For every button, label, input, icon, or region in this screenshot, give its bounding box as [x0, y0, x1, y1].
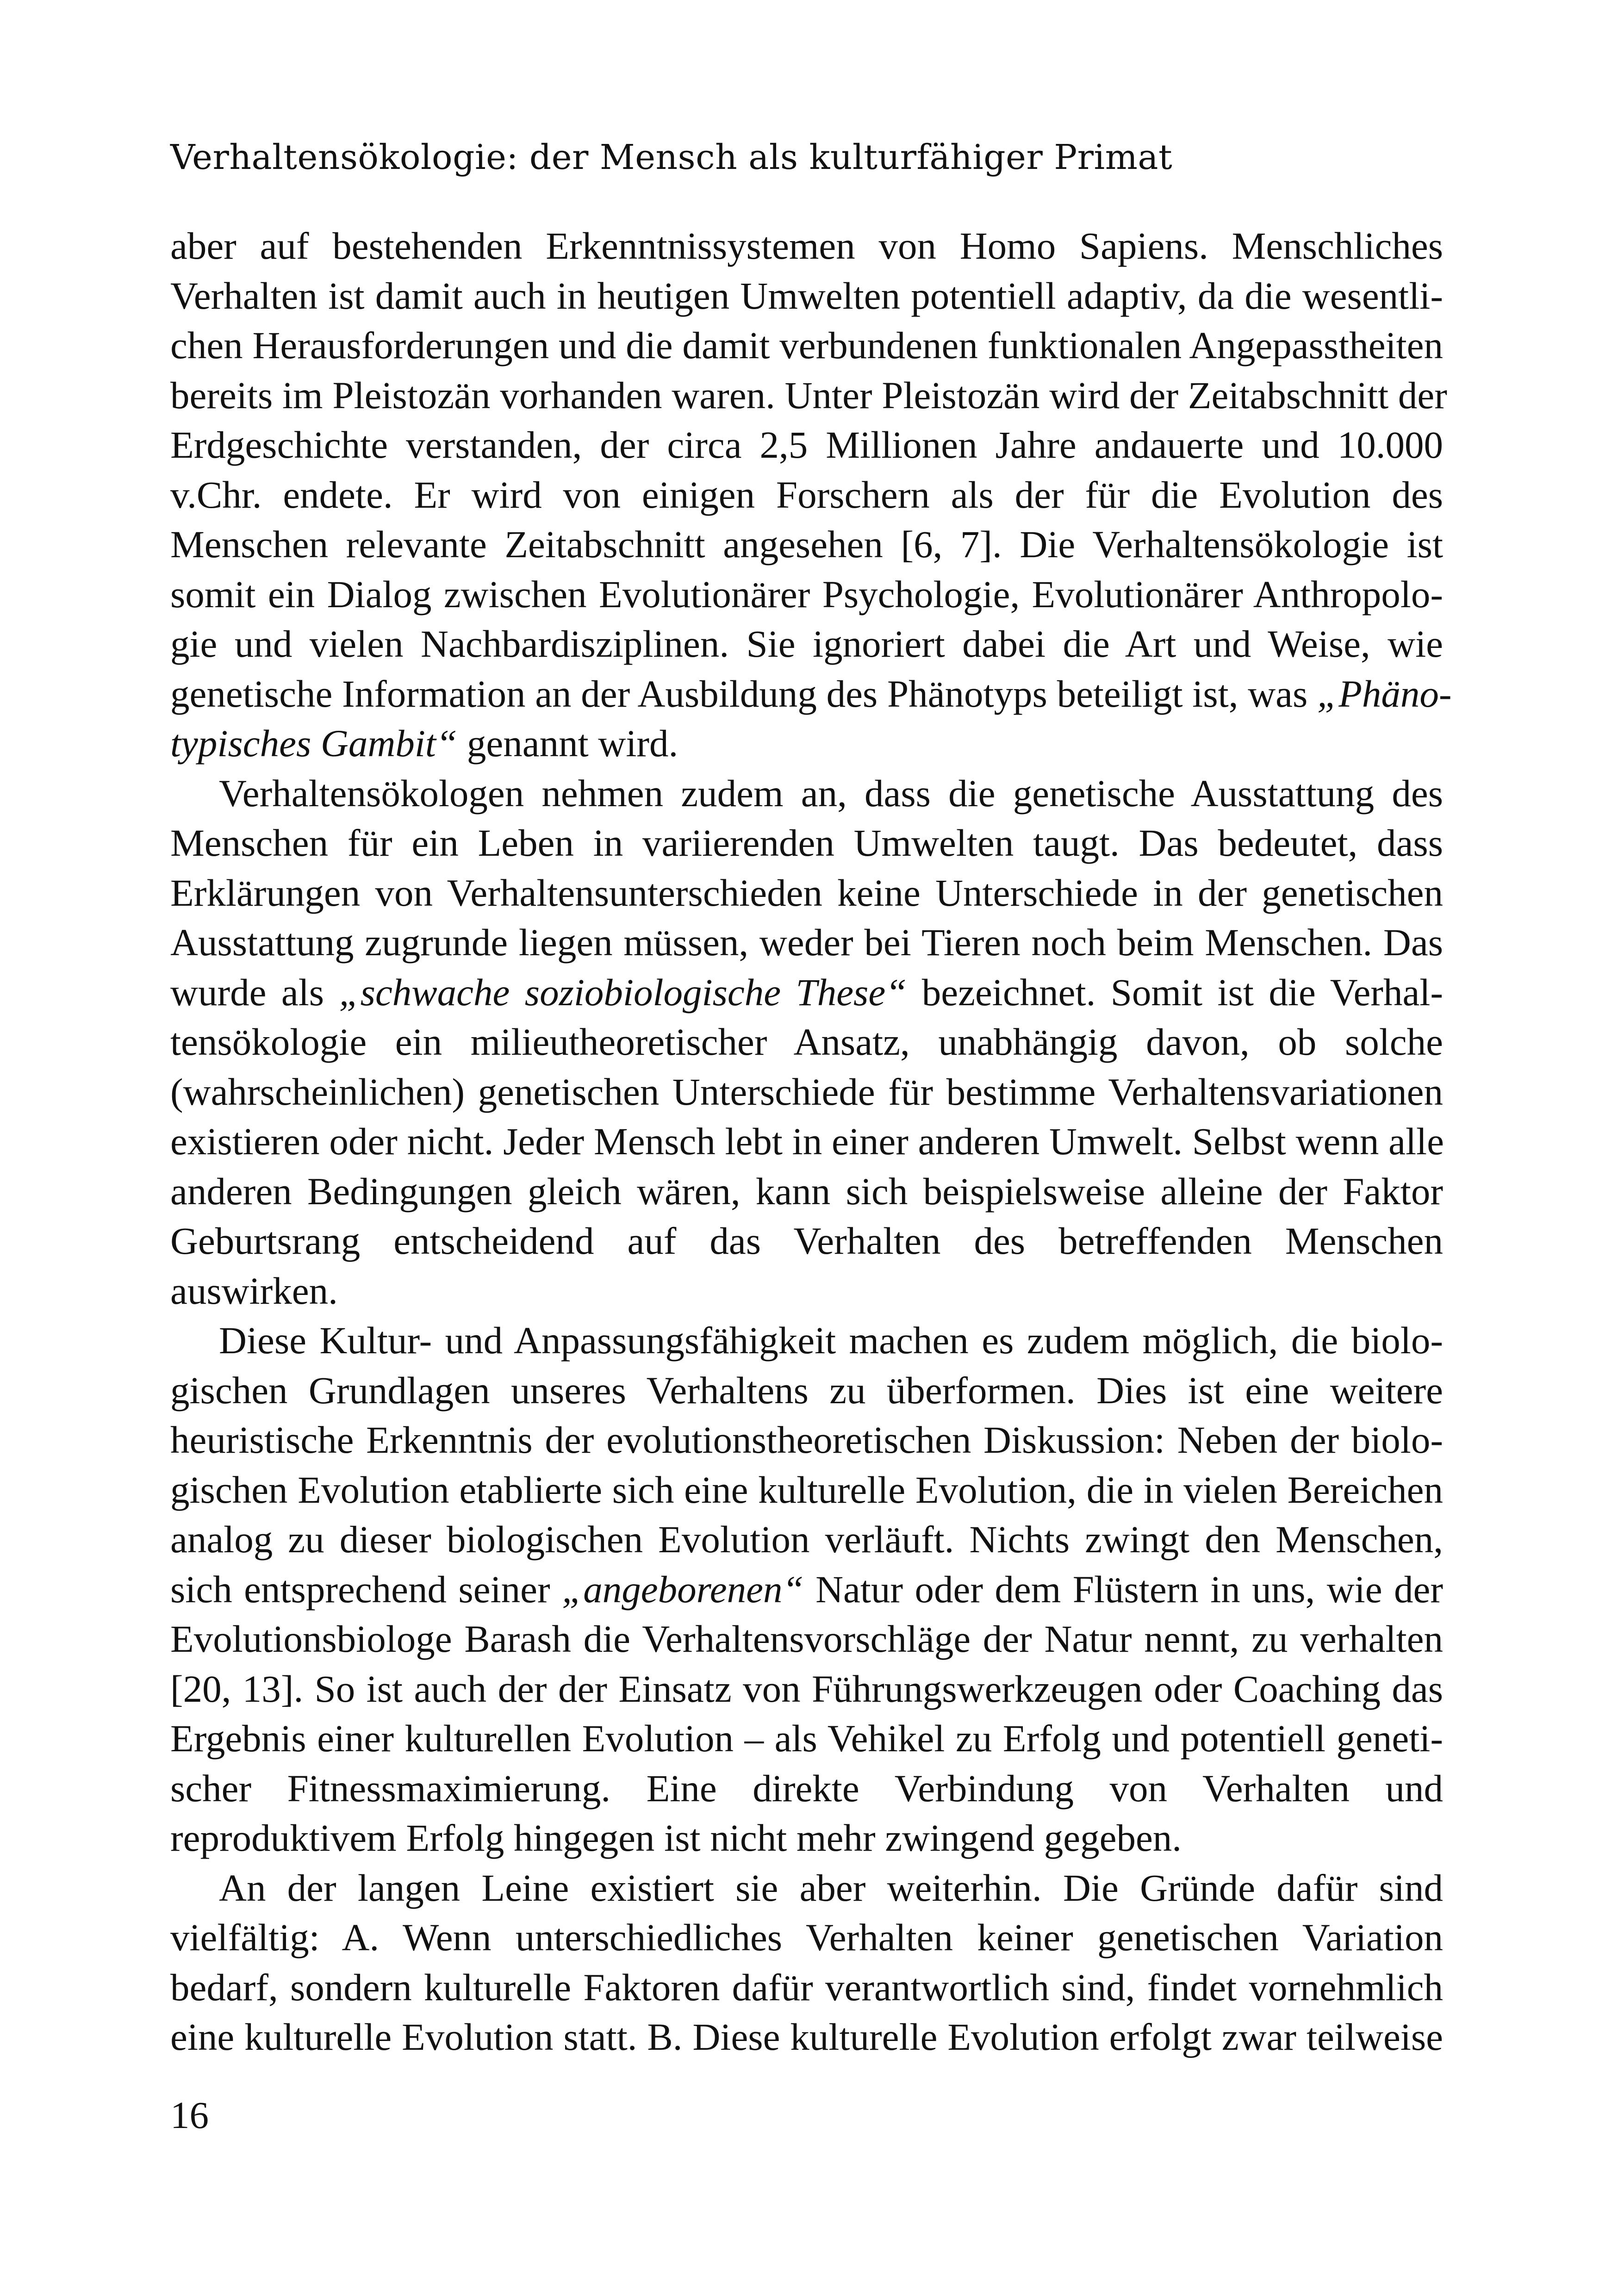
text-line: gischen Grundlagen unseres Verhaltens zu überformen. Dies ist eine weitere	[170, 1369, 1443, 1412]
paragraph-3	[170, 1316, 1443, 1863]
text-line: Erklärungen von Verhaltensunterschieden keine Unterschiede in der genetischen	[170, 871, 1443, 914]
text-line: anderen Bedingungen gleich wären, kann sich beispielsweise alleine der Faktor	[170, 1170, 1443, 1213]
text-line: v.Chr. endete. Er wird von einigen Forschern als der für die Evolution des	[170, 473, 1443, 516]
text-line: An der langen Leine existiert sie aber weiterhin. Die Gründe dafür sind	[219, 1866, 1443, 1909]
text-run: wurde als	[170, 971, 339, 1014]
text-line: Evolutionsbiologe Barash die Verhaltensvorschläge der Natur nennt, zu verhalten	[170, 1618, 1443, 1660]
text-line: existieren oder nicht. Jeder Mensch lebt in einer anderen Umwelt. Selbst wenn alle	[170, 1120, 1444, 1163]
text-line: [20, 13]. So ist auch der der Einsatz von Führungswerkzeugen oder Coaching das	[170, 1667, 1443, 1710]
text-line	[170, 719, 1443, 769]
text-line: Verhaltensökologen nehmen zudem an, dass die genetische Ausstattung des	[219, 772, 1443, 815]
italic-term: „Phäno-	[1317, 672, 1452, 715]
paragraph-1	[170, 221, 1452, 769]
body-text	[170, 221, 1452, 2062]
text-run: genetische Information an der Ausbildung des Phänotyps beteiligt ist, was	[170, 672, 1318, 715]
text-line: Ausstattung zugrunde liegen müssen, weder bei Tieren noch beim Menschen. Das	[170, 921, 1443, 964]
text-line: Verhalten ist damit auch in heutigen Umwelten potentiell adaptiv, da die wesentli-	[170, 274, 1443, 317]
text-line: Menschen relevante Zeitabschnitt angesehen [6, 7]. Die Verhaltensökologie ist	[170, 523, 1443, 566]
text-line: bedarf, sondern kulturelle Faktoren dafür verantwortlich sind, findet vornehmlich	[170, 1966, 1443, 2009]
text-run: genannt wird.	[457, 722, 678, 765]
paragraph-2	[170, 769, 1443, 1316]
text-line: heuristische Erkenntnis der evolutionstheoretischen Diskussion: Neben der biolo-	[170, 1419, 1443, 1461]
text-run: sich entsprechend seiner	[170, 1568, 562, 1611]
running-header: Verhaltensökologie: der Mensch als kulturfähiger Primat	[170, 137, 1173, 177]
text-line: vielfältig: A. Wenn unterschiedliches Verhalten keiner genetischen Variation	[170, 1916, 1443, 1959]
text-line: auswirken.	[170, 1269, 338, 1312]
page-number: 16	[170, 2094, 209, 2136]
text-line: chen Herausforderungen und die damit verbundenen funktionalen Angepasstheiten	[170, 324, 1443, 367]
text-line: (wahrscheinlichen) genetischen Unterschiede für bestimme Verhaltensvariationen	[170, 1070, 1443, 1113]
text-run: bezeichnet. Somit ist die Verhal-	[907, 971, 1443, 1014]
text-line: tensökologie ein milieutheoretischer Ansatz, unabhängig davon, ob solche	[170, 1020, 1443, 1063]
text-line: Erdgeschichte verstanden, der circa 2,5 Millionen Jahre andauerte und 10.000	[170, 423, 1443, 466]
text-line: Menschen für ein Leben in variierenden Umwelten taugt. Das bedeutet, dass	[170, 821, 1443, 864]
text-line: Ergebnis einer kulturellen Evolution – als Vehikel zu Erfolg und potentiell geneti-	[170, 1717, 1443, 1760]
text-line: Geburtsrang entscheidend auf das Verhalten des betreffenden Menschen	[170, 1220, 1443, 1262]
text-line: somit ein Dialog zwischen Evolutionärer Psychologie, Evolutionärer Anthropolo-	[170, 572, 1443, 616]
text-run: Natur oder dem Flüstern in uns, wie der	[803, 1568, 1443, 1611]
text-line: aber auf bestehenden Erkenntnissystemen von Homo Sapiens. Menschliches	[170, 224, 1443, 267]
text-line: Diese Kultur- und Anpassungsfähigkeit machen es zudem möglich, die biolo-	[219, 1319, 1443, 1362]
italic-term: typisches Gambit“	[170, 722, 458, 765]
paragraph-4	[170, 1863, 1443, 2062]
text-line: analog zu dieser biologischen Evolution verläuft. Nichts zwingt den Menschen,	[170, 1518, 1443, 1561]
text-line	[170, 1565, 1443, 1615]
text-line	[170, 968, 1443, 1018]
italic-term: „schwache soziobiologische These“	[339, 971, 907, 1014]
text-line: eine kulturelle Evolution statt. B. Diese kulturelle Evolution erfolgt zwar teilweise	[170, 2016, 1443, 2058]
text-line: bereits im Pleistozän vorhanden waren. Unter Pleistozän wird der Zeitabschnitt der	[170, 373, 1447, 417]
text-line: reproduktivem Erfolg hingegen ist nicht mehr zwingend gegeben.	[170, 1817, 1182, 1859]
text-line	[170, 669, 1452, 719]
text-line: scher Fitnessmaximierung. Eine direkte Verbindung von Verhalten und	[170, 1767, 1443, 1810]
italic-term: „angeborenen“	[562, 1568, 804, 1611]
text-line: gie und vielen Nachbardisziplinen. Sie ignoriert dabei die Art und Weise, wie	[170, 622, 1443, 665]
text-line: gischen Evolution etablierte sich eine kulturelle Evolution, die in vielen Bereichen	[170, 1468, 1443, 1511]
